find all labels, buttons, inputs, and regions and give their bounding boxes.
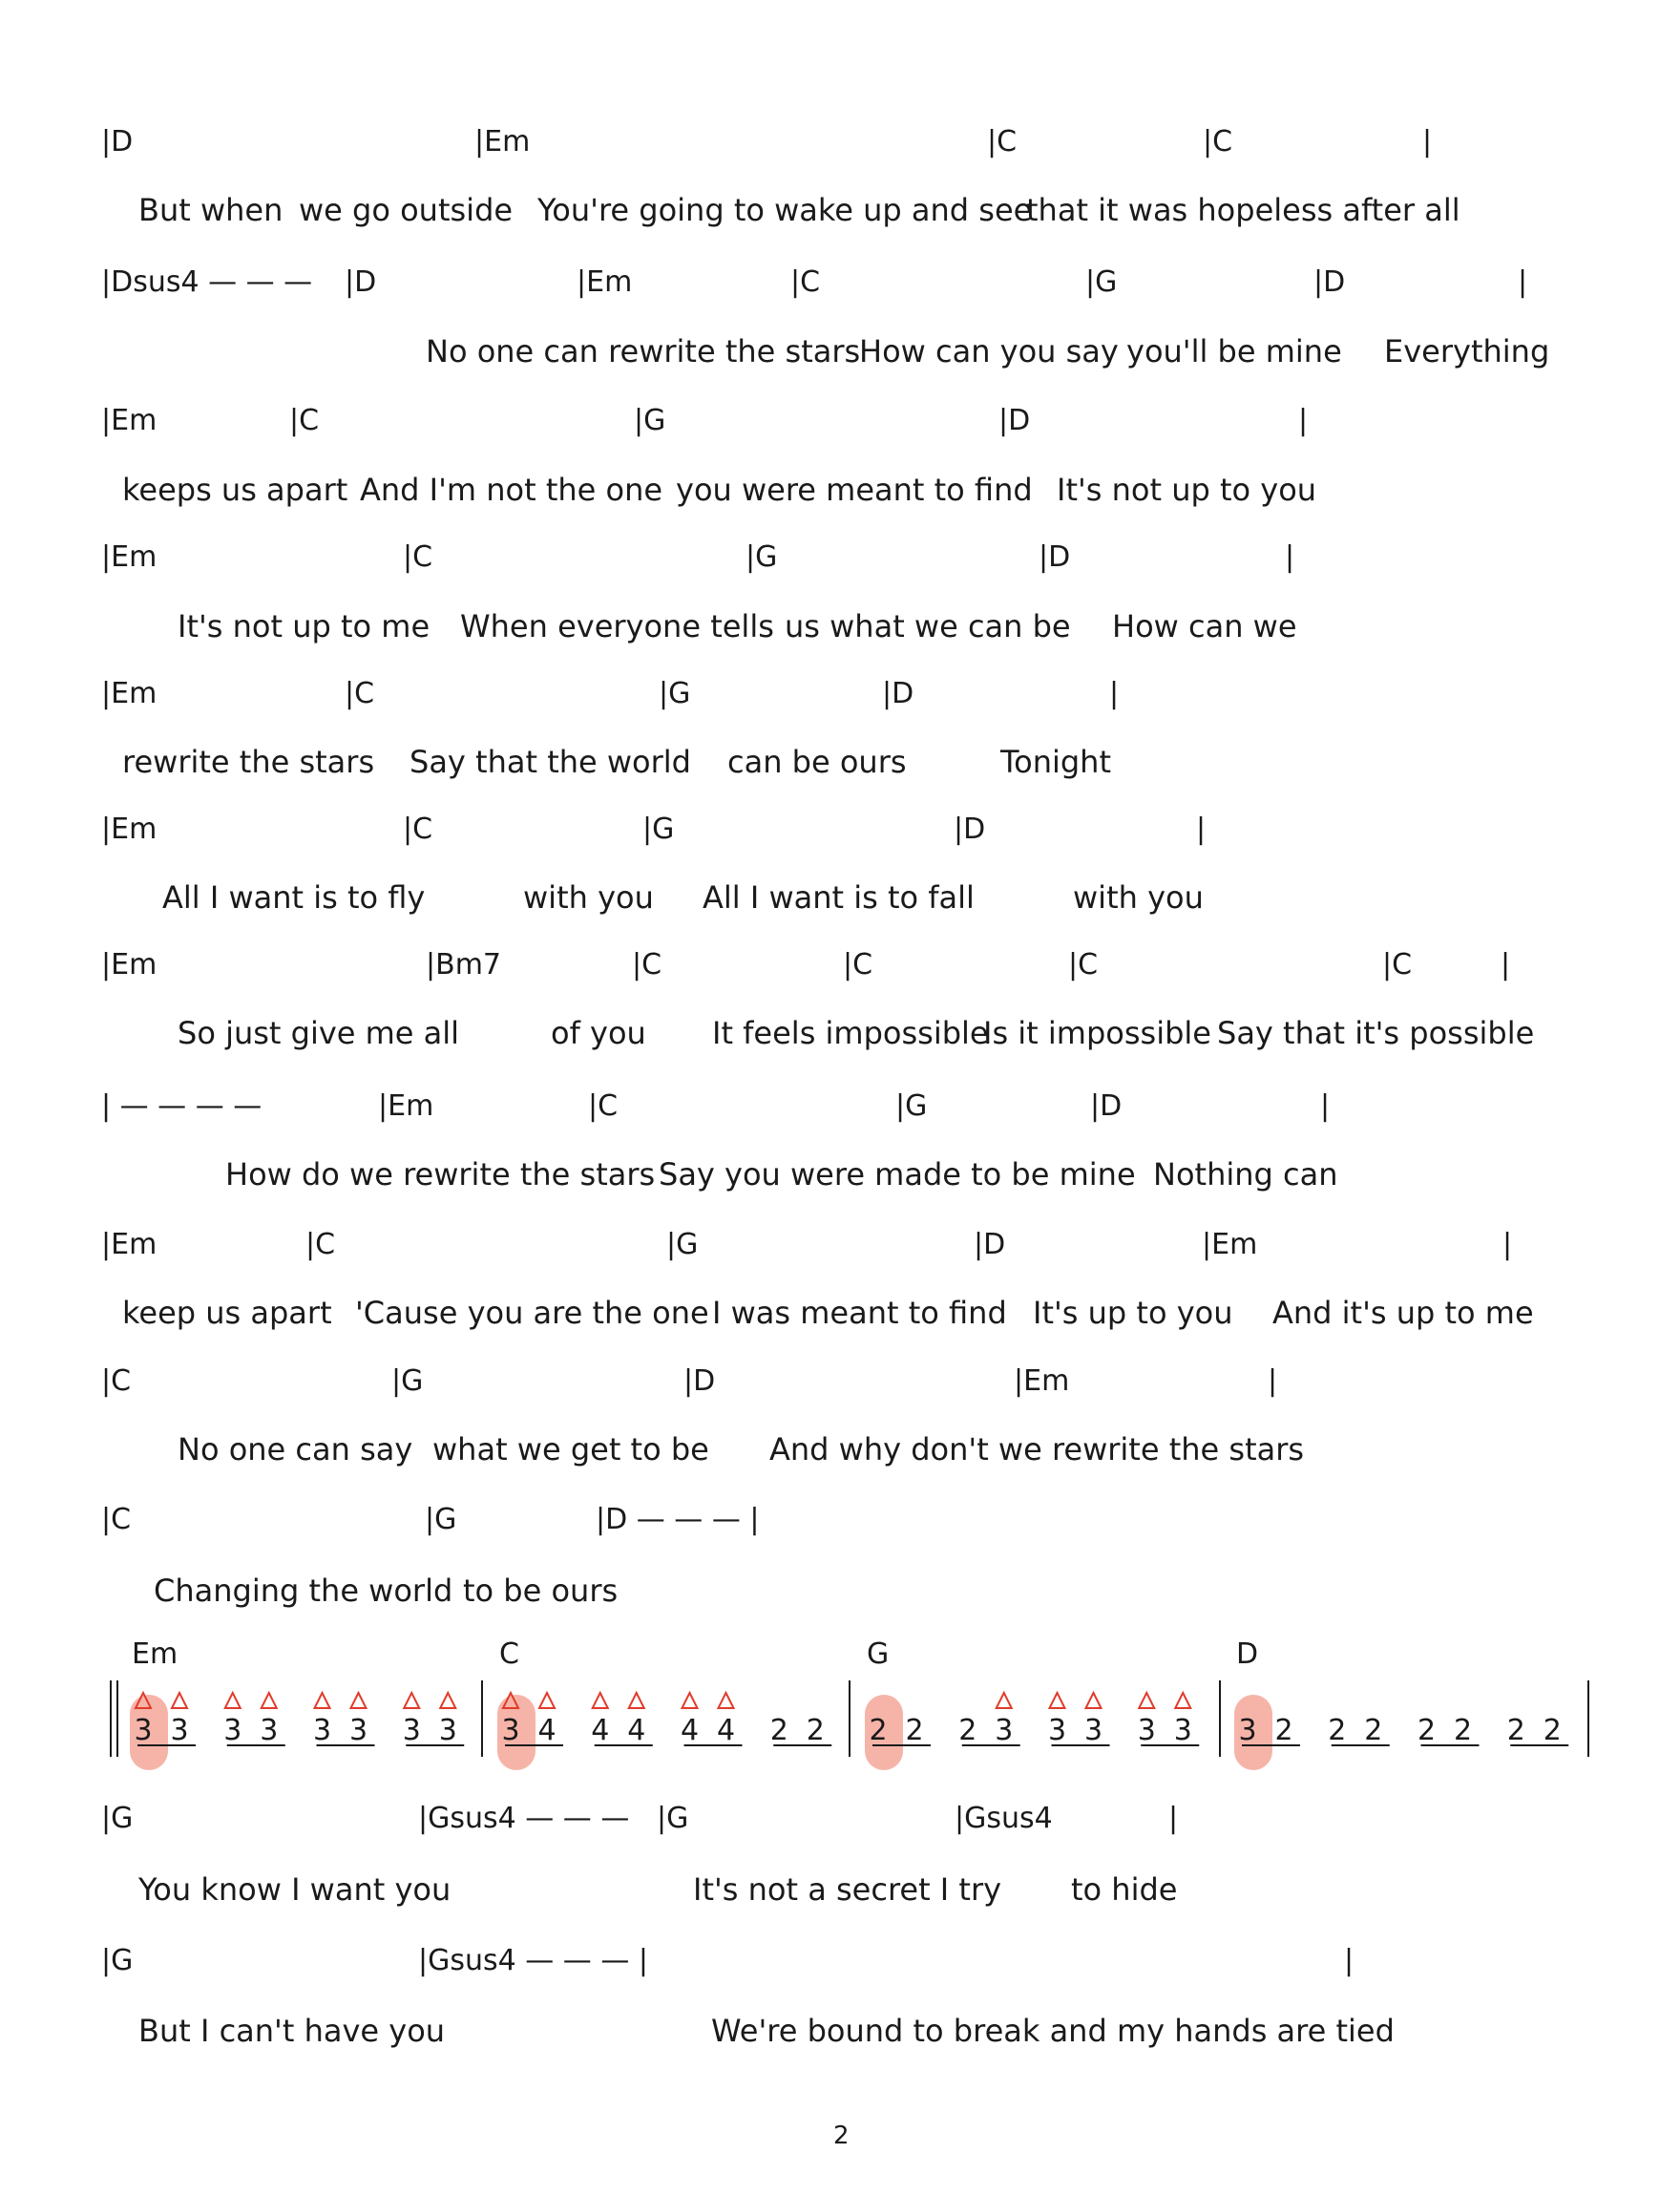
- accent-triangle-icon: [539, 1693, 555, 1708]
- tab-number: 3: [260, 1714, 279, 1747]
- accent-triangle-icon: [1139, 1693, 1154, 1708]
- chord-symbol: |G: [659, 677, 691, 710]
- tab-number: 3: [1238, 1714, 1257, 1747]
- lyric-segment: with you: [1073, 879, 1204, 916]
- chord-symbol: |G: [1085, 265, 1118, 299]
- accent-triangle-icon: [315, 1693, 330, 1708]
- lyric-segment: So just give me all: [178, 1015, 460, 1051]
- chord-symbol: |D: [101, 125, 134, 158]
- lyric-segment: Say that it's possible: [1217, 1015, 1535, 1051]
- tab-number: 2: [905, 1714, 924, 1747]
- chord-symbol: |Em: [101, 404, 158, 437]
- chord-symbol: |Em: [1014, 1364, 1070, 1398]
- lyric-segment: All I want is to fall: [703, 879, 975, 916]
- lyric-segment: you were meant to find: [676, 472, 1033, 508]
- lyric-segment: keep us apart: [122, 1295, 332, 1331]
- chord-symbol: |: [1109, 677, 1120, 710]
- lyric-segment: It's up to you: [1033, 1295, 1233, 1331]
- lyric-segment: It's not a secret I try: [693, 1871, 1002, 1908]
- lyric-segment: It feels impossible: [712, 1015, 989, 1051]
- chord-symbol: |Em: [1202, 1228, 1258, 1261]
- lyric-segment: us what we can be: [785, 608, 1071, 644]
- lyric-segment: 'Cause you are the one: [355, 1295, 709, 1331]
- chord-symbol: |C: [345, 677, 375, 710]
- tab-number: 2: [806, 1714, 825, 1747]
- chord-symbol: |C: [289, 404, 320, 437]
- accent-triangle-icon: [172, 1693, 187, 1708]
- tab-number: 4: [591, 1714, 610, 1747]
- accent-triangle-icon: [1086, 1693, 1102, 1708]
- chord-symbol: |C: [632, 948, 662, 982]
- chord-symbol: |: [1422, 125, 1433, 158]
- lyric-segment: can be ours: [727, 744, 907, 780]
- chord-symbol: | — — — —: [101, 1089, 262, 1123]
- chord-symbol: |C: [101, 1503, 132, 1536]
- lyric-segment: what we get to be: [432, 1431, 709, 1468]
- tab-number: 3: [501, 1714, 520, 1747]
- chord-symbol: |: [1320, 1089, 1331, 1123]
- lyric-segment: to hide: [1071, 1871, 1178, 1908]
- tab-chord-name: Em: [132, 1637, 178, 1671]
- accent-triangle-icon: [1050, 1693, 1065, 1708]
- chord-symbol: |G: [101, 1944, 134, 1977]
- accent-triangle-icon: [682, 1693, 698, 1708]
- lyric-segment: No one can say: [178, 1431, 413, 1468]
- chord-symbol: |Em: [101, 677, 158, 710]
- chord-symbol: |D: [683, 1364, 716, 1398]
- tab-number: 3: [134, 1714, 153, 1747]
- lyric-segment: How do we rewrite the stars: [225, 1156, 656, 1193]
- chord-symbol: |Em: [577, 265, 633, 299]
- lyric-segment: When everyone tells: [460, 608, 774, 644]
- tab-number: 3: [402, 1714, 421, 1747]
- tab-number: 3: [1083, 1714, 1103, 1747]
- chord-symbol: |C: [1382, 948, 1413, 982]
- chord-symbol: |: [1501, 948, 1511, 982]
- chord-symbol: |Em: [101, 813, 158, 846]
- accent-triangle-icon: [1175, 1693, 1190, 1708]
- chord-symbol: |: [1298, 404, 1309, 437]
- chord-symbol: |G: [425, 1503, 457, 1536]
- lyric-segment: we go outside: [299, 192, 514, 228]
- lyric-segment: We're bound to break and my hands are tied: [711, 2013, 1395, 2049]
- chord-symbol: |: [1285, 540, 1295, 574]
- tab-number: 2: [958, 1714, 977, 1747]
- lyric-segment: rewrite the stars: [122, 744, 375, 780]
- lyric-segment: Tonight: [1000, 744, 1111, 780]
- lyric-segment: Everything: [1384, 333, 1550, 370]
- lyric-segment: with you: [523, 879, 654, 916]
- tab-number: 2: [1328, 1714, 1347, 1747]
- chord-symbol: |C: [403, 813, 433, 846]
- lyric-segment: How can we: [1112, 608, 1297, 644]
- chord-symbol: |D: [1090, 1089, 1123, 1123]
- accent-triangle-icon: [440, 1693, 455, 1708]
- tab-chord-name: G: [867, 1637, 890, 1671]
- chord-symbol: |C: [790, 265, 821, 299]
- chord-symbol: |Gsus4 — — —: [418, 1802, 630, 1835]
- lyric-segment: It's not up to me: [178, 608, 430, 644]
- accent-triangle-icon: [593, 1693, 608, 1708]
- chord-symbol: |G: [746, 540, 778, 574]
- chord-symbol: |: [1168, 1802, 1179, 1835]
- tab-number: 4: [680, 1714, 700, 1747]
- tab-number: 4: [716, 1714, 736, 1747]
- accent-triangle-icon: [225, 1693, 241, 1708]
- tab-number: 2: [1543, 1714, 1562, 1747]
- chord-symbol: |C: [403, 540, 433, 574]
- tab-number: 3: [995, 1714, 1014, 1747]
- chord-symbol: |Em: [101, 1228, 158, 1261]
- tab-number: 3: [1047, 1714, 1067, 1747]
- tab-number: 3: [312, 1714, 332, 1747]
- chord-symbol: |: [1518, 265, 1528, 299]
- chord-symbol: |C: [843, 948, 873, 982]
- chord-symbol: |C: [588, 1089, 619, 1123]
- accent-triangle-icon: [629, 1693, 644, 1708]
- tab-number: 3: [1173, 1714, 1192, 1747]
- chord-symbol: |Dsus4 — — —: [101, 265, 313, 299]
- tab-number: 3: [1137, 1714, 1156, 1747]
- chord-symbol: |: [1196, 813, 1207, 846]
- chord-symbol: |Bm7: [426, 948, 501, 982]
- lyric-segment: It's not up to you: [1057, 472, 1317, 508]
- tab-number: 3: [170, 1714, 189, 1747]
- chord-symbol: |D: [954, 813, 986, 846]
- chord-symbol: |Gsus4: [955, 1802, 1053, 1835]
- chord-symbol: |D: [1039, 540, 1071, 574]
- chord-symbol: |Em: [474, 125, 531, 158]
- tab-number: 2: [1417, 1714, 1437, 1747]
- tab-number: 2: [769, 1714, 788, 1747]
- chord-symbol: |G: [634, 404, 666, 437]
- chord-symbol: |G: [657, 1802, 689, 1835]
- lyric-segment: And why don't we rewrite the stars: [769, 1431, 1305, 1468]
- chord-symbol: |D — — — |: [596, 1503, 760, 1536]
- chord-symbol: |C: [101, 1364, 132, 1398]
- chord-symbol: |: [1502, 1228, 1513, 1261]
- lyric-segment: Changing the world: [154, 1573, 453, 1609]
- chord-symbol: |G: [642, 813, 675, 846]
- lyric-segment: You know I want you: [138, 1871, 452, 1908]
- chord-symbol: |G: [391, 1364, 424, 1398]
- lyric-segment: How can you say: [859, 333, 1119, 370]
- accent-triangle-icon: [351, 1693, 367, 1708]
- lyric-segment: All I want is to fly: [162, 879, 426, 916]
- chord-symbol: |: [1268, 1364, 1278, 1398]
- tab-number: 2: [1364, 1714, 1383, 1747]
- chord-symbol: |D: [882, 677, 914, 710]
- chord-symbol: |G: [895, 1089, 928, 1123]
- page-number: 2: [833, 2122, 850, 2150]
- lyric-segment: that it was hopeless after all: [1026, 192, 1460, 228]
- tab-number: 4: [537, 1714, 556, 1747]
- tab-chord-name: C: [499, 1637, 519, 1671]
- lyric-segment: And I'm not the one: [360, 472, 663, 508]
- lyric-segment: Say you were made to be mine: [659, 1156, 1136, 1193]
- lyric-segment: No one can rewrite the stars: [426, 333, 861, 370]
- lyric-segment: you'll be mine: [1126, 333, 1342, 370]
- lyric-segment: of you: [551, 1015, 646, 1051]
- lyric-segment: You're going to wake up and see: [537, 192, 1033, 228]
- lyric-segment: Say that the world: [410, 744, 691, 780]
- accent-triangle-icon: [719, 1693, 734, 1708]
- chord-symbol: |C: [305, 1228, 336, 1261]
- chord-symbol: |C: [987, 125, 1018, 158]
- tab-chord-name: D: [1236, 1637, 1259, 1671]
- lyric-segment: But I can't have you: [138, 2013, 446, 2049]
- accent-triangle-icon: [262, 1693, 277, 1708]
- chord-symbol: |C: [1203, 125, 1233, 158]
- tab-number: 2: [1506, 1714, 1525, 1747]
- lyric-segment: Nothing can: [1153, 1156, 1338, 1193]
- chord-symbol: |Em: [101, 540, 158, 574]
- accent-triangle-icon: [404, 1693, 419, 1708]
- lyric-segment: keeps us apart: [122, 472, 348, 508]
- accent-triangle-icon: [997, 1693, 1012, 1708]
- lyric-segment: to be ours: [463, 1573, 619, 1609]
- tab-number: 2: [1453, 1714, 1473, 1747]
- lyric-segment: And it's up to me: [1272, 1295, 1534, 1331]
- chord-symbol: |D: [998, 404, 1031, 437]
- chord-symbol: |D: [974, 1228, 1006, 1261]
- tab-number: 2: [1274, 1714, 1293, 1747]
- chord-symbol: |D: [345, 265, 377, 299]
- tab-number: 4: [627, 1714, 646, 1747]
- chord-symbol: |: [1344, 1944, 1354, 1977]
- tab-number: 3: [223, 1714, 242, 1747]
- chord-symbol: |G: [666, 1228, 699, 1261]
- lyric-segment: I was meant to find: [712, 1295, 1007, 1331]
- chord-symbol: |D: [1313, 265, 1346, 299]
- chord-symbol: |G: [101, 1802, 134, 1835]
- tab-number: 2: [869, 1714, 888, 1747]
- tab-number: 3: [438, 1714, 457, 1747]
- lyric-segment: Is it impossible: [983, 1015, 1211, 1051]
- chord-symbol: |Em: [101, 948, 158, 982]
- chord-symbol: |C: [1068, 948, 1099, 982]
- tab-number: 3: [348, 1714, 368, 1747]
- chord-symbol: |Gsus4 — — — |: [418, 1944, 648, 1977]
- lyric-segment: But when: [138, 192, 284, 228]
- chord-symbol: |Em: [378, 1089, 434, 1123]
